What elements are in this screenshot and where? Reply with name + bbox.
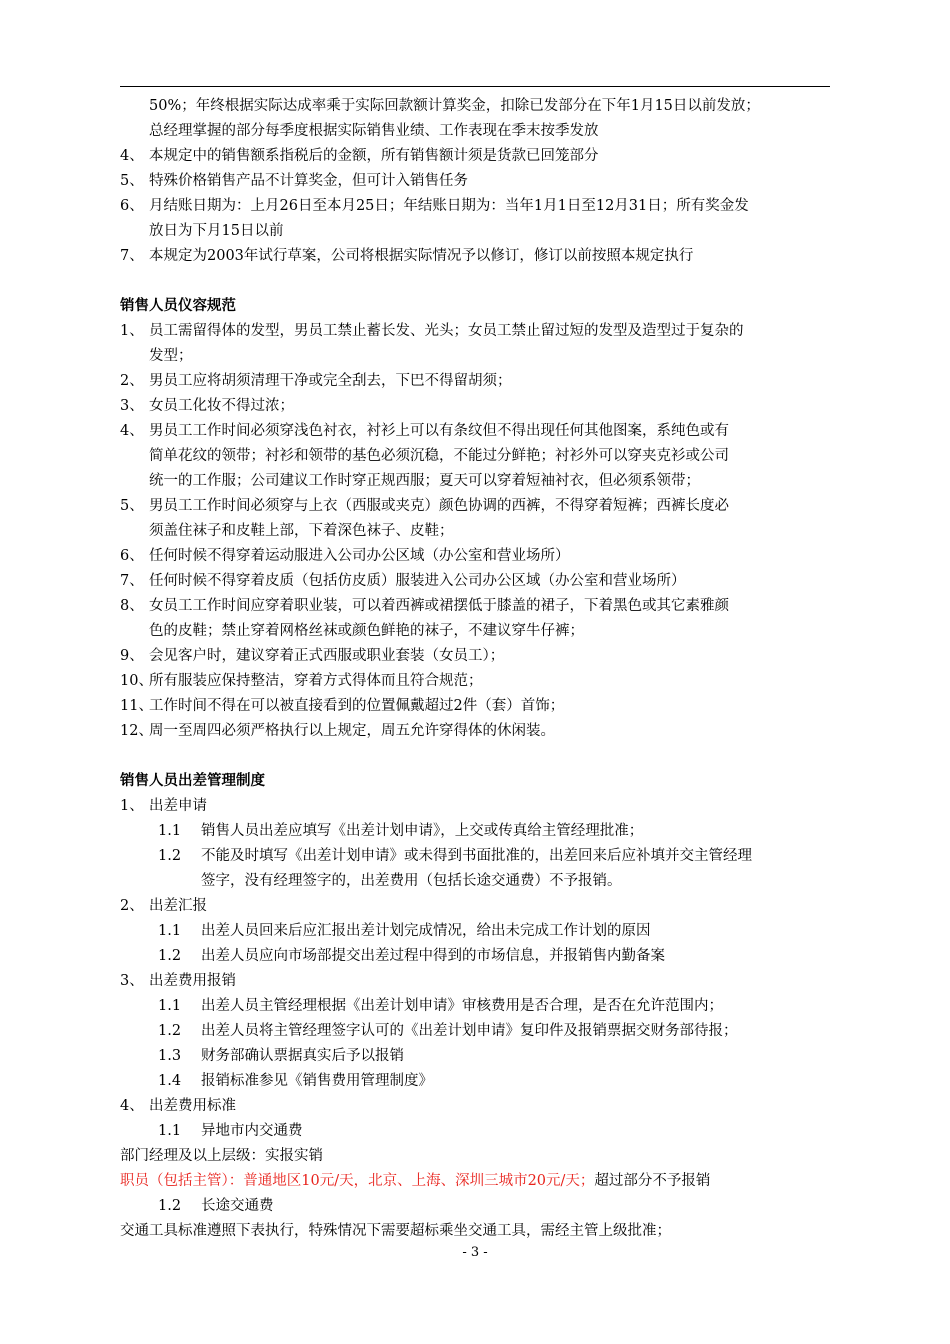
list-item xyxy=(120,669,832,694)
item-text: 须盖住袜子和皮鞋上部，下着深色袜子、皮鞋； xyxy=(149,523,454,539)
list-item xyxy=(120,894,832,919)
item-number: 7、 xyxy=(120,248,144,264)
sub-item xyxy=(120,1119,832,1144)
sub-item-number: 1.1 xyxy=(158,923,182,939)
item-number: 5、 xyxy=(120,498,144,514)
sub-item-number: 1.2 xyxy=(158,1198,182,1214)
item-number: 11、 xyxy=(120,698,153,714)
staff-standard-line xyxy=(120,1169,832,1194)
sub-item xyxy=(120,919,832,944)
list-item xyxy=(120,794,832,819)
list-item xyxy=(120,194,832,244)
item-number: 1、 xyxy=(120,798,144,814)
sub-item-text: 异地市内交通费 xyxy=(201,1123,303,1139)
list-item xyxy=(120,594,832,644)
item-text: 男员工工作时间必须穿与上衣（西服或夹克）颜色协调的西裤，不得穿着短裤；西裤长度必 xyxy=(149,498,729,514)
header-rule xyxy=(120,86,830,87)
list-item xyxy=(120,369,832,394)
sub-item xyxy=(120,844,832,894)
item-number: 6、 xyxy=(120,198,144,214)
list-item xyxy=(120,394,832,419)
item-text: 任何时候不得穿着运动服进入公司办公区域（办公室和营业场所） xyxy=(149,548,570,564)
item-number: 2、 xyxy=(120,898,144,914)
sub-item-text: 出差人员主管经理根据《出差计划申请》审核费用是否合理，是否在允许范围内； xyxy=(201,998,723,1014)
sub-item-number: 1.2 xyxy=(158,848,182,864)
list-item xyxy=(120,569,832,594)
document-body xyxy=(120,94,832,1244)
item-text: 任何时候不得穿着皮质（包括仿皮质）服装进入公司办公区域（办公室和营业场所） xyxy=(149,573,686,589)
item-text: 周一至周四必须严格执行以上规定，周五允许穿得体的休闲装。 xyxy=(149,723,555,739)
list-item xyxy=(120,719,832,744)
item-text: 特殊价格销售产品不计算奖金，但可计入销售任务 xyxy=(149,173,468,189)
list-item xyxy=(120,419,832,494)
sub-item-text: 出差人员回来后应汇报出差计划完成情况，给出未完成工作计划的原因 xyxy=(201,923,651,939)
page-number: - 3 - xyxy=(462,1245,488,1260)
sub-item xyxy=(120,1069,832,1094)
manager-standard-line: 部门经理及以上层级：实报实销 xyxy=(120,1148,323,1164)
list-item xyxy=(120,169,832,194)
section-title-travel: 销售人员出差管理制度 xyxy=(120,773,265,789)
list-item xyxy=(120,969,832,994)
list-item xyxy=(120,244,832,269)
list-item xyxy=(120,544,832,569)
sub-item xyxy=(120,1194,832,1219)
item-number: 10、 xyxy=(120,673,153,689)
item-number: 3、 xyxy=(120,398,144,414)
item-number: 4、 xyxy=(120,148,144,164)
sub-item-text: 长途交通费 xyxy=(201,1198,274,1214)
item-number: 2、 xyxy=(120,373,144,389)
item-text: 男员工应将胡须清理干净或完全刮去，下巴不得留胡须； xyxy=(149,373,512,389)
item-text: 发型； xyxy=(149,348,193,364)
item-text: 放日为下月15日以前 xyxy=(149,223,284,239)
item-number: 7、 xyxy=(120,573,144,589)
item-text: 出差费用报销 xyxy=(149,973,236,989)
continuation-line-1: 50%；年终根据实际达成率乘于实际回款额计算奖金，扣除已发部分在下年1月15日以前发放； xyxy=(149,98,760,114)
item-number: 1、 xyxy=(120,323,144,339)
item-text: 月结账日期为：上月26日至本月25日；年结账日期为：当年1月1日至12月31日；所有奖金发 xyxy=(149,198,749,214)
continuation-line-2: 总经理掌握的部分每季度根据实际销售业绩、工作表现在季末按季发放 xyxy=(149,123,599,139)
sub-item-number: 1.4 xyxy=(158,1073,182,1089)
sub-item-text: 销售人员出差应填写《出差计划申请》，上交或传真给主管经理批准； xyxy=(201,823,644,839)
item-text: 本规定中的销售额系指税后的金额，所有销售额计须是货款已回笼部分 xyxy=(149,148,599,164)
sub-item-number: 1.2 xyxy=(158,948,182,964)
sub-item xyxy=(120,1044,832,1069)
long-distance-standard-line: 交通工具标准遵照下表执行，特殊情况下需要超标乘坐交通工具，需经主管上级批准； xyxy=(120,1223,671,1239)
item-text: 出差费用标准 xyxy=(149,1098,236,1114)
item-text: 统一的工作服；公司建议工作时穿正规西服；夏天可以穿着短袖衬衣，但必须系领带； xyxy=(149,473,700,489)
item-number: 3、 xyxy=(120,973,144,989)
sub-item-number: 1.1 xyxy=(158,998,182,1014)
staff-standard-highlight: 职员（包括主管）：普通地区10元/天，北京、上海、深圳三城市20元/天； xyxy=(120,1173,595,1189)
list-item xyxy=(120,694,832,719)
sub-item-number: 1.3 xyxy=(158,1048,182,1064)
list-item xyxy=(120,644,832,669)
item-number: 6、 xyxy=(120,548,144,564)
item-text: 所有服装应保持整洁，穿着方式得体而且符合规范； xyxy=(149,673,483,689)
list-item xyxy=(120,494,832,544)
item-text: 出差汇报 xyxy=(149,898,207,914)
item-text: 会见客户时，建议穿着正式西服或职业套装（女员工）； xyxy=(149,648,505,664)
item-text: 员工需留得体的发型，男员工禁止蓄长发、光头；女员工禁止留过短的发型及造型过于复杂的 xyxy=(149,323,744,339)
sub-item xyxy=(120,994,832,1019)
item-text: 简单花纹的领带；衬衫和领带的基色必须沉稳，不能过分鲜艳；衬衫外可以穿夹克衫或公司 xyxy=(149,448,729,464)
section-title-appearance: 销售人员仪容规范 xyxy=(120,298,236,314)
list-item xyxy=(120,319,832,369)
item-text: 出差申请 xyxy=(149,798,207,814)
item-text: 本规定为2003年试行草案，公司将根据实际情况予以修订，修订以前按照本规定执行 xyxy=(149,248,694,264)
staff-standard-tail: 超过部分不予报销 xyxy=(594,1173,711,1189)
sub-item-text: 报销标准参见《销售费用管理制度》 xyxy=(201,1073,433,1089)
item-text: 色的皮鞋；禁止穿着网格丝袜或颜色鲜艳的袜子，不建议穿牛仔裤； xyxy=(149,623,584,639)
item-text: 男员工工作时间必须穿浅色衬衣，衬衫上可以有条纹但不得出现任何其他图案，系纯色或有 xyxy=(149,423,729,439)
sub-item-text: 财务部确认票据真实后予以报销 xyxy=(201,1048,404,1064)
item-number: 4、 xyxy=(120,1098,144,1114)
list-item xyxy=(120,144,832,169)
item-number: 8、 xyxy=(120,598,144,614)
sub-item-text: 签字，没有经理签字的，出差费用（包括长途交通费）不予报销。 xyxy=(201,873,622,889)
item-text: 工作时间不得在可以被直接看到的位置佩戴超过2件（套）首饰； xyxy=(149,698,565,714)
item-text: 女员工工作时间应穿着职业装，可以着西裤或裙摆低于膝盖的裙子，下着黑色或其它素雅颜 xyxy=(149,598,729,614)
sub-item-text: 不能及时填写《出差计划申请》或未得到书面批准的，出差回来后应补填并交主管经理 xyxy=(201,848,752,864)
sub-item xyxy=(120,944,832,969)
item-number: 4、 xyxy=(120,423,144,439)
sub-item xyxy=(120,819,832,844)
sub-item-text: 出差人员应向市场部提交出差过程中得到的市场信息，并报销售内勤备案 xyxy=(201,948,665,964)
item-text: 女员工化妆不得过浓； xyxy=(149,398,294,414)
item-number: 5、 xyxy=(120,173,144,189)
sub-item-number: 1.1 xyxy=(158,1123,182,1139)
sub-item-text: 出差人员将主管经理签字认可的《出差计划申请》复印件及报销票据交财务部待报； xyxy=(201,1023,738,1039)
item-number: 9、 xyxy=(120,648,144,664)
sub-item xyxy=(120,1019,832,1044)
sub-item-number: 1.2 xyxy=(158,1023,182,1039)
item-number: 12、 xyxy=(120,723,153,739)
sub-item-number: 1.1 xyxy=(158,823,182,839)
list-item xyxy=(120,1094,832,1119)
